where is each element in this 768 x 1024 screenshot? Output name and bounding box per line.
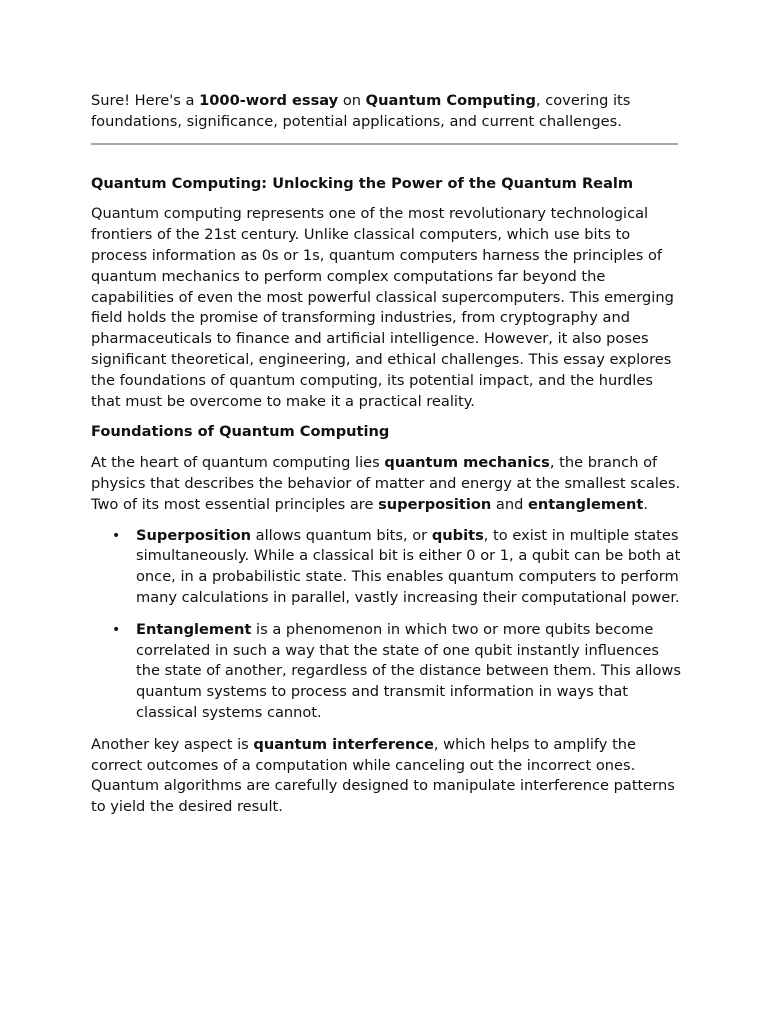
paragraph-text-part: At the heart of quantum computing lies — [91, 454, 385, 472]
document-body — [91, 91, 683, 828]
bullet-icon: • — [112, 621, 121, 638]
intro-paragraph: Quantum computing represents one of the most revolutionary technological frontiers of the 21st century. Unlike classical computers, which use bits to process information as 0s or 1s, quantum computers harness the principles of quantum mechanics to perform complex computations far beyond the capabilities of even the most powerful classical supercomputers. This emerging field holds the promise of transforming industries, from cryptography and pharmaceuticals to finance and artificial intelligence. However, it also poses significant theoretical, engineering, and ethical challenges. This essay explores the foundations of quantum computing, its potential impact, and the hurdles that must be overcome to make it a practical reality. — [91, 205, 674, 410]
bullet-icon: • — [112, 527, 121, 544]
bold-term-quantum-mechanics: quantum mechanics — [384, 454, 550, 472]
intro-text-part: , covering its foundations, significance, potential applications, and current challenges. — [91, 92, 631, 130]
intro-bold-topic: Quantum Computing — [365, 92, 536, 109]
principles-list — [91, 526, 683, 724]
intro-text-part: Sure! Here's a — [91, 92, 200, 109]
paragraph-text-part: . — [643, 495, 648, 513]
list-text-part: , to exist in multiple states simultaneously. While a classical bit is either 0 or 1, a qubit can be both at once, in a probabilistic state. This enables quantum computers to perform many calculations in parallel, vastly increasing their computational power. — [136, 526, 681, 606]
bold-term-superposition: Superposition — [136, 526, 251, 544]
interference-paragraph — [91, 735, 683, 818]
paragraph-text-part: , the branch of physics that describes the behavior of matter and energy at the smallest scales. Two of its most essential principles are — [91, 454, 681, 513]
list-item-entanglement — [112, 620, 683, 724]
list-item-superposition — [112, 526, 683, 609]
bold-term-entanglement: Entanglement — [136, 620, 252, 638]
bold-term-quantum-interference: quantum interference — [253, 735, 434, 753]
list-text-part: allows quantum bits, or — [251, 526, 432, 544]
paragraph-text-part: Another key aspect is — [91, 735, 254, 753]
list-text-part: is a phenomenon in which two or more qubits become correlated in such a way that the state of one qubit instantly influences the state of another, regardless of the distance between them. This allows quantum systems to process and transmit information in ways that classical systems cannot. — [136, 620, 681, 721]
paragraph-text-part: and — [491, 495, 529, 513]
essay-title: Quantum Computing: Unlocking the Power of the Quantum Realm — [91, 174, 634, 192]
horizontal-divider — [91, 143, 678, 145]
paragraph-text-part: , which helps to amplify the correct outcomes of a computation while canceling out the incorrect ones. Quantum algorithms are carefully designed to manipulate interference patterns to yield the desired result. — [91, 735, 675, 816]
bold-term-superposition: superposition — [378, 495, 492, 513]
bold-term-qubits: qubits — [431, 526, 484, 544]
intro-text — [91, 91, 683, 133]
intro-text-part: on — [338, 92, 366, 109]
bold-term-entanglement: entanglement — [528, 495, 644, 513]
foundations-paragraph — [91, 453, 683, 515]
intro-bold-essay: 1000-word essay — [199, 92, 339, 109]
section-heading-foundations: Foundations of Quantum Computing — [91, 423, 390, 441]
